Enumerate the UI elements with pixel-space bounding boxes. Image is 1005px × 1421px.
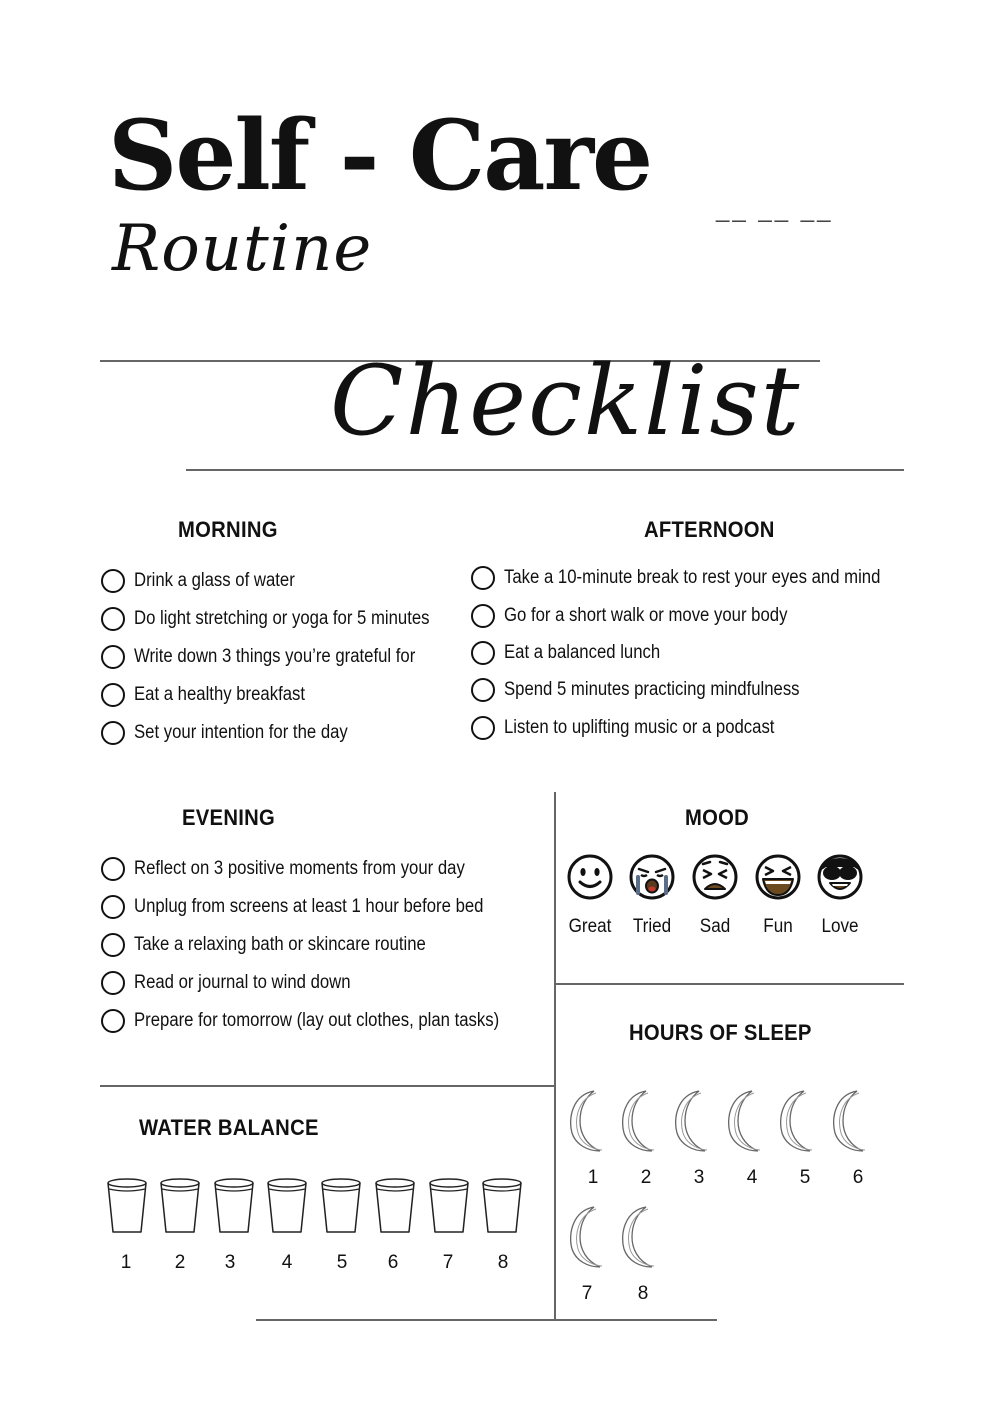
- vertical-divider: [554, 792, 556, 1320]
- crescent-moon-icon: [566, 1205, 614, 1269]
- checkbox[interactable]: [101, 933, 125, 957]
- mood-label: Fun: [763, 916, 793, 937]
- task-item[interactable]: [471, 709, 932, 747]
- water-glass-8[interactable]: [481, 1177, 523, 1240]
- water-glass-2[interactable]: [159, 1177, 201, 1240]
- afternoon-heading: AFTERNOON: [644, 517, 775, 542]
- crying-face-icon: [628, 853, 676, 901]
- checkbox[interactable]: [471, 604, 495, 628]
- date-field[interactable]: __ __ __: [716, 196, 834, 223]
- task-item[interactable]: [101, 714, 470, 752]
- task-label: Prepare for tomorrow (lay out clothes, plan tasks): [134, 1010, 500, 1031]
- bottom-divider: [186, 469, 904, 471]
- sleep-hour-label: 5: [799, 1167, 811, 1188]
- task-item[interactable]: [471, 559, 932, 597]
- sleep-hour-3[interactable]: [671, 1089, 719, 1158]
- checkbox[interactable]: [471, 716, 495, 740]
- evening-heading: EVENING: [182, 805, 276, 830]
- mood-label: Tried: [632, 916, 672, 937]
- water-glass-label: 1: [120, 1252, 132, 1273]
- task-item[interactable]: [101, 638, 470, 676]
- task-label: Spend 5 minutes practicing mindfulness: [504, 679, 800, 700]
- sleep-hour-label: 8: [637, 1283, 649, 1304]
- sleep-hour-label: 6: [852, 1167, 864, 1188]
- sleep-hour-label: 3: [693, 1167, 705, 1188]
- laughing-face-icon: [754, 853, 802, 901]
- water-glass-label: 5: [336, 1252, 348, 1273]
- crescent-moon-icon: [829, 1089, 877, 1153]
- checklist-title: Checklist: [330, 345, 802, 457]
- mood-label: Great: [568, 916, 612, 937]
- water-glass-icon: [106, 1177, 148, 1235]
- task-label: Read or journal to wind down: [134, 972, 351, 993]
- morning-heading: MORNING: [178, 517, 278, 542]
- water-glass-icon: [213, 1177, 255, 1235]
- checkbox[interactable]: [101, 607, 125, 631]
- task-label: Do light stretching or yoga for 5 minutes: [134, 608, 430, 629]
- page-subtitle: Routine: [112, 212, 373, 286]
- task-item[interactable]: [471, 635, 932, 671]
- water-glass-icon: [266, 1177, 308, 1235]
- water-glass-icon: [320, 1177, 362, 1235]
- evening-task-list: [101, 850, 549, 1040]
- water-glass-label: 2: [174, 1252, 186, 1273]
- water-glass-label: 6: [387, 1252, 399, 1273]
- water-glass-7[interactable]: [428, 1177, 470, 1240]
- sleep-hour-5[interactable]: [776, 1089, 824, 1158]
- sleep-hour-1[interactable]: [566, 1089, 614, 1158]
- sleep-hour-label: 7: [581, 1283, 593, 1304]
- water-glass-icon: [481, 1177, 523, 1235]
- task-label: Take a 10-minute break to rest your eyes and mind: [504, 567, 881, 588]
- crescent-moon-icon: [776, 1089, 824, 1153]
- sleep-hour-label: 2: [640, 1167, 652, 1188]
- checkbox[interactable]: [101, 971, 125, 995]
- task-item[interactable]: [101, 964, 549, 1002]
- water-glass-icon: [374, 1177, 416, 1235]
- task-label: Go for a short walk or move your body: [504, 605, 788, 626]
- checkbox[interactable]: [101, 683, 125, 707]
- water-glass-label: 3: [224, 1252, 236, 1273]
- mood-option-sad[interactable]: [685, 853, 745, 938]
- checkbox[interactable]: [101, 721, 125, 745]
- sleep-hour-8[interactable]: [618, 1205, 666, 1274]
- mood-option-love[interactable]: [810, 853, 870, 938]
- task-label: Listen to uplifting music or a podcast: [504, 717, 775, 738]
- task-item[interactable]: [101, 888, 549, 926]
- sleep-hour-2[interactable]: [618, 1089, 666, 1158]
- task-item[interactable]: [101, 926, 549, 964]
- evening-water-divider: [100, 1085, 556, 1087]
- water-glass-icon: [159, 1177, 201, 1235]
- checkbox[interactable]: [101, 1009, 125, 1033]
- checkbox[interactable]: [471, 566, 495, 590]
- task-label: Take a relaxing bath or skincare routine: [134, 934, 426, 955]
- sleep-hour-label: 4: [746, 1167, 758, 1188]
- sleep-hour-6[interactable]: [829, 1089, 877, 1158]
- water-glass-label: 8: [497, 1252, 509, 1273]
- checkbox[interactable]: [101, 645, 125, 669]
- water-glass-label: 4: [281, 1252, 293, 1273]
- mood-option-tried[interactable]: [622, 853, 682, 938]
- morning-task-list: [101, 562, 470, 752]
- tired-face-icon: [691, 853, 739, 901]
- sleep-hour-label: 1: [587, 1167, 599, 1188]
- task-item[interactable]: [101, 850, 549, 888]
- checkbox[interactable]: [101, 857, 125, 881]
- water-heading: WATER BALANCE: [139, 1115, 319, 1140]
- task-item[interactable]: [101, 600, 470, 638]
- water-glass-5[interactable]: [320, 1177, 362, 1240]
- water-glass-label: 7: [442, 1252, 454, 1273]
- checkbox[interactable]: [101, 569, 125, 593]
- mood-label: Love: [821, 916, 859, 937]
- crescent-moon-icon: [724, 1089, 772, 1153]
- afternoon-task-list: [471, 559, 932, 747]
- mood-label: Sad: [699, 916, 731, 937]
- mood-option-fun[interactable]: [748, 853, 808, 938]
- task-item[interactable]: [101, 562, 470, 600]
- crescent-moon-icon: [618, 1089, 666, 1153]
- task-item[interactable]: [101, 1002, 549, 1040]
- task-item[interactable]: [101, 676, 470, 714]
- task-label: Unplug from screens at least 1 hour before bed: [134, 896, 484, 917]
- task-item[interactable]: [471, 597, 932, 635]
- page-title: Self - Care: [108, 99, 652, 212]
- water-glass-icon: [428, 1177, 470, 1235]
- task-label: Drink a glass of water: [134, 570, 295, 591]
- sleep-hour-7[interactable]: [566, 1205, 614, 1274]
- water-glass-3[interactable]: [213, 1177, 255, 1240]
- water-glass-6[interactable]: [374, 1177, 416, 1240]
- crescent-moon-icon: [566, 1089, 614, 1153]
- footer-divider: [256, 1319, 717, 1321]
- checkbox[interactable]: [471, 641, 495, 665]
- crescent-moon-icon: [618, 1205, 666, 1269]
- mood-sleep-divider: [556, 983, 904, 985]
- task-item[interactable]: [471, 671, 932, 709]
- task-label: Write down 3 things you’re grateful for: [134, 646, 416, 667]
- smiling-face-icon: [566, 853, 614, 901]
- sleep-heading: HOURS OF SLEEP: [629, 1020, 812, 1045]
- sleep-hour-4[interactable]: [724, 1089, 772, 1158]
- task-label: Reflect on 3 positive moments from your day: [134, 858, 465, 879]
- water-glass-1[interactable]: [106, 1177, 148, 1240]
- mood-option-great[interactable]: [560, 853, 620, 938]
- task-label: Eat a balanced lunch: [504, 642, 661, 663]
- cool-face-icon: [816, 853, 864, 901]
- mood-heading: MOOD: [685, 805, 750, 830]
- task-label: Set your intention for the day: [134, 722, 348, 743]
- water-glass-4[interactable]: [266, 1177, 308, 1240]
- task-label: Eat a healthy breakfast: [134, 684, 306, 705]
- checkbox[interactable]: [471, 678, 495, 702]
- checkbox[interactable]: [101, 895, 125, 919]
- crescent-moon-icon: [671, 1089, 719, 1153]
